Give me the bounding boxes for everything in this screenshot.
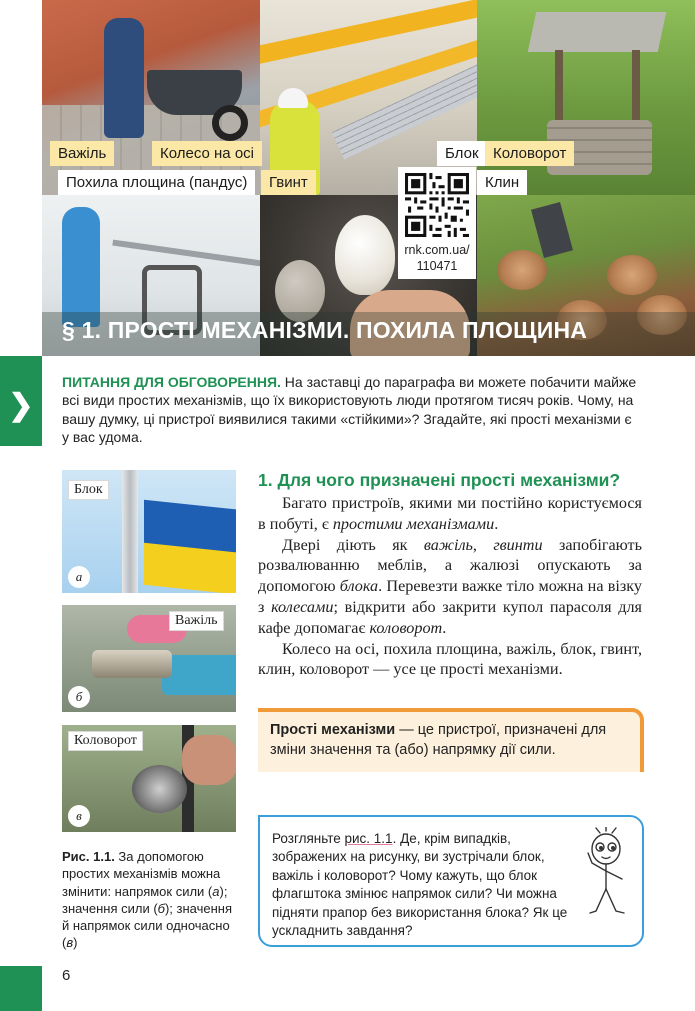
figure-b-letter: б xyxy=(68,686,90,708)
paragraph-3: Колесо на осі, похила площина, важіль, блок, гвинт, клин, коловорот — усе це прості механізми. xyxy=(258,639,642,679)
chevron-right-icon: ❯ xyxy=(8,388,34,422)
figure-v-letter: в xyxy=(68,805,90,827)
question-text: Розгляньте рис. 1.1. Де, крім випадків, зображених на рисунку, ви зустрічали блок, важіль і коловорот? Чому кажуть, що блок флагштока змінює напрямок сили? Чи можна підняти прапор без використання блока? Як це ускладнить завдання? xyxy=(272,831,568,939)
figure-a-tag: Блок xyxy=(68,480,109,500)
discussion-question xyxy=(62,373,642,446)
page-footer-marker xyxy=(0,966,42,1011)
qr-code-block[interactable] xyxy=(398,167,476,279)
qr-link-line1: rnk.com.ua/ xyxy=(404,243,470,257)
definition-box xyxy=(258,708,644,772)
label-wedge: Клин xyxy=(477,170,527,195)
figure-reference-link[interactable]: рис. 1.1 xyxy=(344,831,393,846)
label-screw: Гвинт xyxy=(261,170,316,195)
page-title: § 1. ПРОСТІ МЕХАНІЗМИ. ПОХИЛА ПЛОЩИНА xyxy=(62,317,588,343)
figure-a-letter: а xyxy=(68,566,90,588)
paragraph-1: Багато пристроїв, якими ми постійно користуємося в побуті, є простими механізмами. xyxy=(258,494,642,533)
label-pulley: Блок xyxy=(437,141,487,166)
page-number: 6 xyxy=(62,967,71,984)
definition-text: — це пристрої, призначені для зміни значення та (або) напрямку дії сили. xyxy=(270,722,607,758)
discussion-label: ПИТАННЯ ДЛЯ ОБГОВОРЕННЯ. xyxy=(62,374,281,390)
label-wheel-axle: Колесо на осі xyxy=(152,141,262,166)
qr-code-icon[interactable] xyxy=(405,173,469,237)
section-body xyxy=(258,493,642,680)
figure-v-tag: Коловорот xyxy=(68,731,143,751)
section-heading: 1. Для чого призначені прості механізми? xyxy=(258,470,621,490)
label-windlass: Коловорот xyxy=(485,141,574,166)
figure-b-tag: Важіль xyxy=(169,611,224,631)
thinking-character-icon xyxy=(578,827,638,917)
question-box xyxy=(258,815,644,947)
figure-caption: Рис. 1.1. За допомогою простих механізмів можна змінити: напрямок сили (а); значення сили (б); значення й напрямок сили одночасно (в) xyxy=(62,849,233,951)
hero-left-margin xyxy=(0,0,42,356)
discussion-text: На заставці до параграфа ви можете побачити майже всі види простих механізмів, що їх використовують люди протягом тисяч років. Чому, на вашу думку, ці пристрої виявилися такими «стійкими»? Згадайте, які прості механізми є у вас удома. xyxy=(62,374,637,445)
label-lever: Важіль xyxy=(50,141,114,166)
label-inclined-plane: Похила площина (пандус) xyxy=(58,170,255,195)
qr-link-line2: 110471 xyxy=(416,259,458,273)
definition-term: Прості механізми xyxy=(270,722,396,738)
paragraph-2: Двері діють як важіль, гвинти запобігають розвалюванню меблів, а жалюзі опускають за допомогою блока. Перевезти важке тіло можна на візку з колесами; відкрити або закрити купол парасоля для кафе допомагає коловорот. xyxy=(258,535,642,637)
qr-link[interactable] xyxy=(398,242,476,274)
